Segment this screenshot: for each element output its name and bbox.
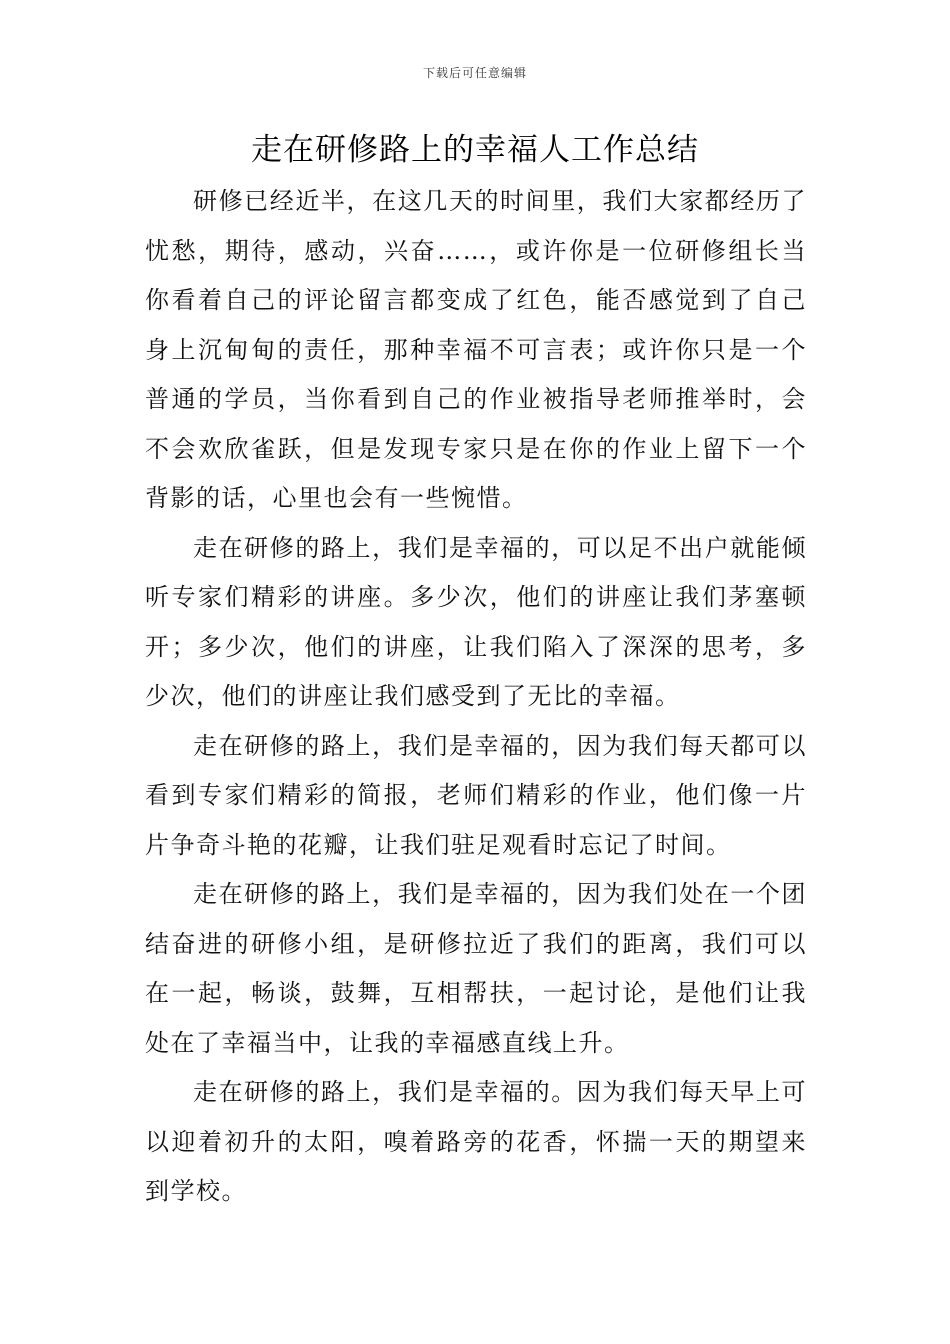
document-title: 走在研修路上的幸福人工作总结 — [251, 132, 699, 168]
header-note: 下载后可任意编辑 — [422, 66, 527, 80]
body-paragraph: 走在研修的路上，我们是幸福的，可以足不出户就能倾听专家们精彩的讲座。多少次，他们的讲座让我们茅塞顿开；多少次，他们的讲座，让我们陷入了深深的思考，多少次，他们的讲座让我们感受到了无比的幸福。 — [145, 533, 807, 710]
document-body — [145, 177, 807, 1217]
body-paragraph: 走在研修的路上，我们是幸福的，因为我们每天都可以看到专家们精彩的简报，老师们精彩的作业，他们像一片片争奇斗艳的花瓣，让我们驻足观看时忘记了时间。 — [145, 731, 807, 859]
body-paragraph: 研修已经近半，在这几天的时间里，我们大家都经历了忧愁，期待，感动，兴奋……，或许你是一位研修组长当你看着自己的评论留言都变成了红色，能否感觉到了自己身上沉甸甸的责任，那种幸福不可言表；或许你只是一个普通的学员，当你看到自己的作业被指导老师推举时，会不会欢欣雀跃，但是发现专家只是在你的作业上留下一个背影的话，心里也会有一些惋惜。 — [145, 187, 807, 512]
body-paragraph: 走在研修的路上，我们是幸福的，因为我们处在一个团结奋进的研修小组，是研修拉近了我们的距离，我们可以在一起，畅谈，鼓舞，互相帮扶，一起讨论，是他们让我处在了幸福当中，让我的幸福感直线上升。 — [145, 880, 807, 1057]
body-paragraph: 走在研修的路上，我们是幸福的。因为我们每天早上可以迎着初升的太阳，嗅着路旁的花香，怀揣一天的期望来到学校。 — [145, 1078, 807, 1205]
